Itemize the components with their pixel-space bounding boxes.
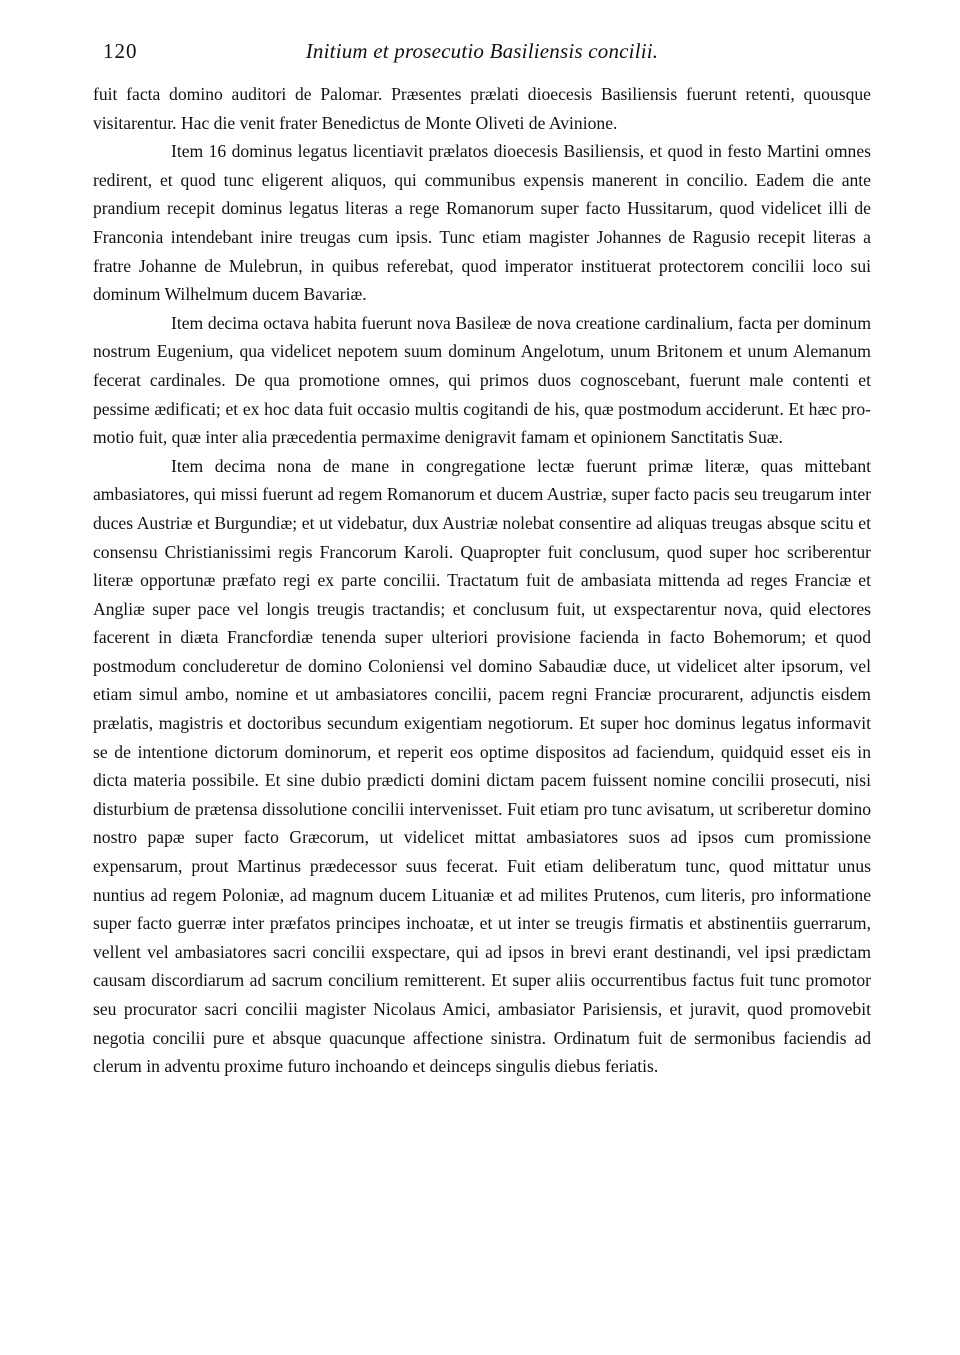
- page-number: 120: [103, 39, 138, 63]
- paragraph-continued: fuit facta domino auditori de Palomar. Præsentes prælati dioecesis Basiliensis fuerunt retenti, quousque visitarentur. Hac die venit frater Benedictus de Monte Oliveti de Avinione.: [93, 84, 871, 133]
- paragraph-item-16: Item 16 dominus legatus licentiavit prælatos dioecesis Basiliensis, et quod in festo Martini omnes redirent, et quod tunc eligerent aliquos, qui communibus expensis manerent in concilio. Eadem die ante prandium recepit dominus legatus literas a rege Romanorum super facto Hussitarum, quod videlicet illi de Franconia intendebant inire treugas cum ipsis. Tunc etiam magister Johannes de Ragusio recepit literas a fratre Johanne de Mulebrun, in quibus referebat, quod imperator instituerat protectorem concilii loco sui dominum Wilhelmum ducem Bavariæ.: [93, 141, 871, 305]
- body-text: [93, 80, 871, 1081]
- running-title: Initium et prosecutio Basiliensis concilii.: [305, 39, 659, 63]
- running-head: [93, 36, 871, 66]
- paragraph-item-18: Item decima octava habita fuerunt nova Basileæ de nova creatione cardinalium, facta per dominum nostrum Eugenium, qua videlicet nepotem suum dominum Angelotum, unum Britonem et unum Alemanum fecerat cardinales. De qua promotione omnes, qui primos duos cognoscebant, fuerunt male contenti et pessime ædificati; et ex hoc data fuit occasio multis cogitandi de his, quæ postmodum acciderunt. Et hæc promotio fuit, quæ inter alia præcedentia permaxime denigravit famam et opinionem Sanctitatis Suæ.: [93, 312, 871, 448]
- paragraph-item-19: Item decima nona de mane in congregatione lectæ fuerunt primæ literæ, quas mittebant ambasiatores, qui missi fuerunt ad regem Romanorum et ducem Austriæ, super facto pacis seu treugarum inter duces Austriæ et Burgundiæ; et ut videbatur, dux Austriæ nolebat consentire ad aliquas treugas absque scitu et consensu Christianissimi regis Francorum Karoli. Quapropter fuit conclusum, quod super hoc scriberentur literæ opportunæ præfato regi ex parte concilii. Tractatum fuit de ambasiata mittenda ad reges Franciæ et Angliæ super pace vel longis treugis tractandis; et conclusum fuit, ut exspectarentur nova, quid electores facerent in diæta Francfordiæ tenenda super ulteriori provisione facienda in facto Bohemorum; et quod postmodum concluderetur de domino Coloniensi vel domino Sabaudiæ duce, ut videlicet alter ipsorum, vel etiam simul ambo, nomine et ut ambasiatores concilii, pacem regni Franciæ procurarent, adjunctis eisdem prælatis, magistris et doctoribus secundum exigentiam negotiorum. Et super hoc dominus legatus informavit se de intentione dictorum dominorum, et reperit eos optime dispositos ad faciendum, quidquid esset eis in dicta materia possibile. Et sine dubio prædicti domini dictam pacem fuissent nomine concilii prosecuti, nisi disturbium de prætensa dissolutione concilii intervenisset. Fuit etiam pro tunc avisatum, ut scriberetur domino nostro papæ super facto Græcorum, ut videlicet mittat ambasiatores suos ad ipsos cum promissione expensarum, prout Martinus prædecessor suus fecerat. Fuit etiam deliberatum tunc, quod mittatur unus nuntius ad regem Poloniæ, ad magnum ducem Lituaniæ et ad milites Prutenos, cum literis, pro informatione super facto guerræ inter præfatos principes inchoatæ, et ut inter se treugis firmatis et abstinentiis guerrarum, vellent vel ambasiatores sacri concilii exspectare, qui ad ipsos in brevi erant destinandi, vel ipsi prædictam causam discordiarum ad sacrum concilium remitterent. Et super aliis occurrentibus factus fuit tunc promotor seu procurator sacri concilii magister Nicolaus Amici, ambasiator Parisiensis, et juravit, quod promovebit negotia concilii pure et absque quacunque affectione sinistra. Ordinatum fuit de sermonibus faciendis ad clerum in adventu proxime futuro inchoando et deinceps singulis diebus feriatis.: [93, 455, 871, 1077]
- book-page: [93, 36, 871, 1081]
